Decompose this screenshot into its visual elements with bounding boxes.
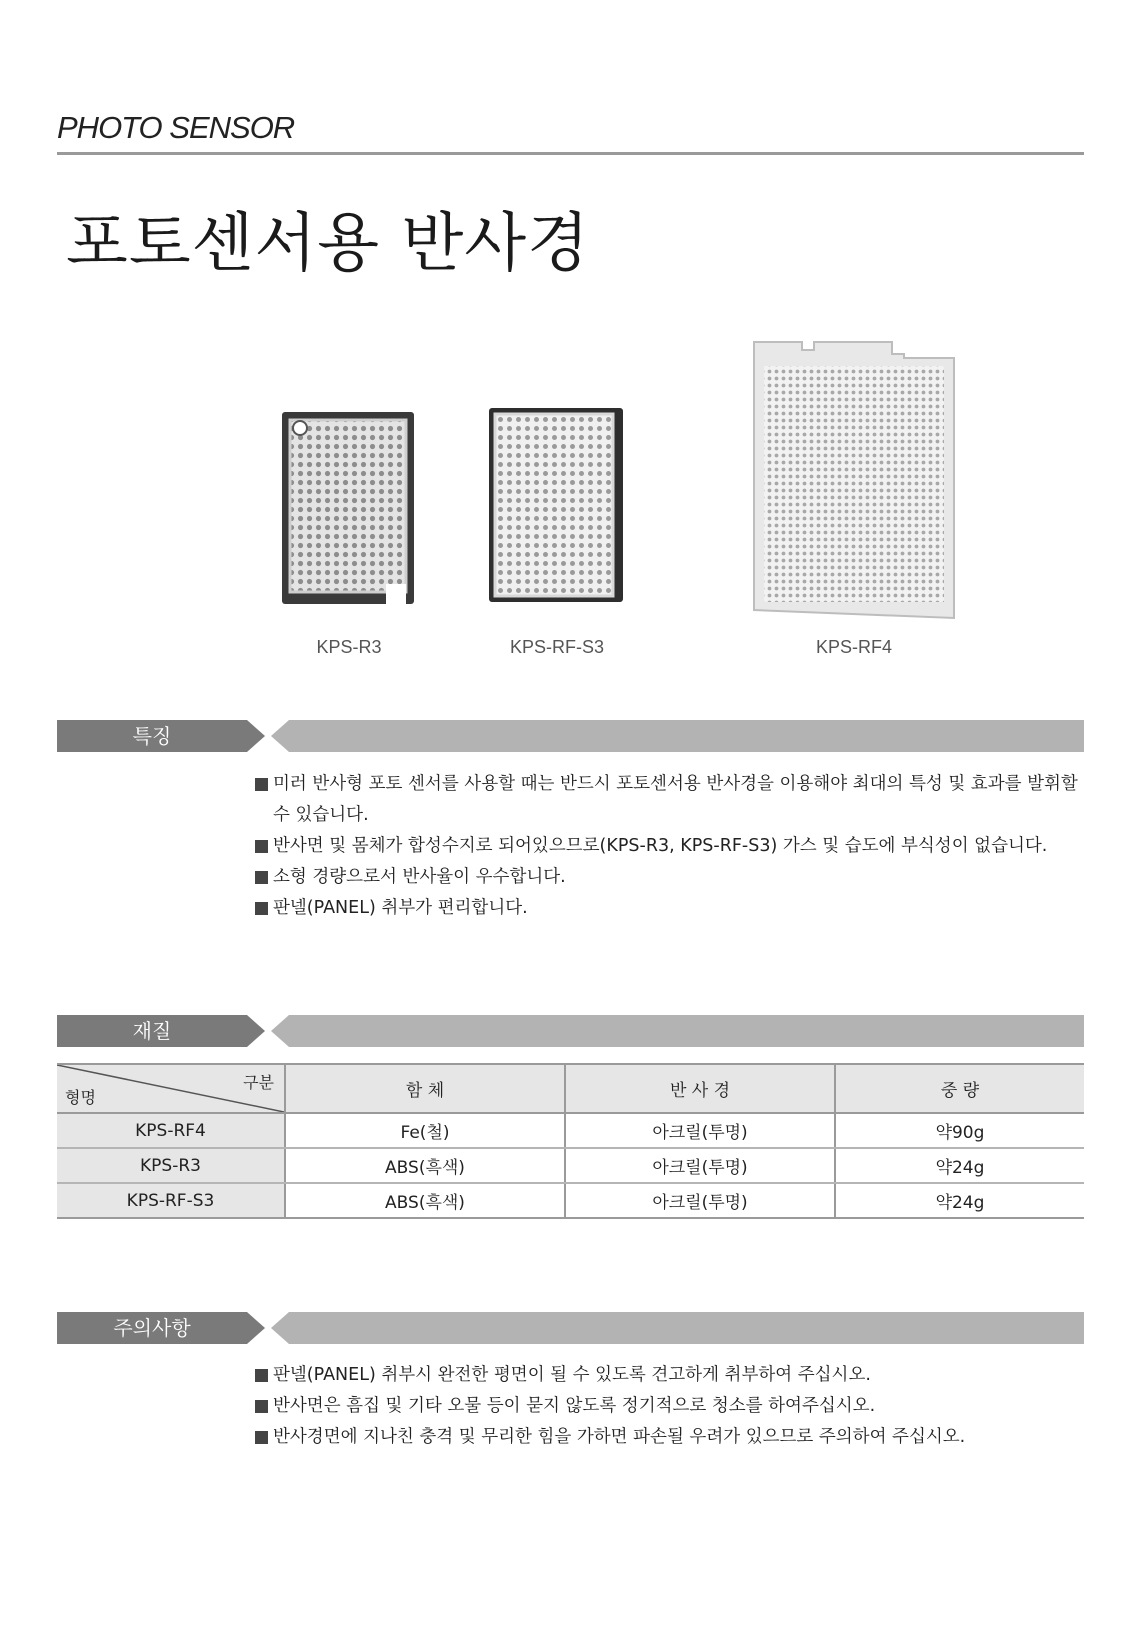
cell-reflector: 아크릴(투명)	[565, 1183, 835, 1218]
table-row	[57, 1183, 1084, 1218]
table-header-row	[57, 1064, 1084, 1113]
features-list	[255, 769, 1085, 924]
materials-heading: 재질	[132, 1019, 172, 1043]
cautions-section-bar	[57, 1312, 1084, 1344]
cell-body: ABS(흑색)	[285, 1183, 565, 1218]
materials-section-bar	[57, 1015, 1084, 1047]
cell-weight: 약24g	[835, 1183, 1084, 1218]
header-category: PHOTO SENSOR	[57, 110, 295, 145]
product-label-kps-rf-s3: KPS-RF-S3	[509, 637, 605, 657]
corner-category-label: 구분	[243, 1073, 274, 1092]
corner-model-label: 형명	[65, 1088, 96, 1107]
list-item: 반사면 및 몸체가 합성수지로 되어있으므로(KPS-R3, KPS-RF-S3) 가스 및 습도에 부식성이 없습니다.	[255, 831, 1085, 862]
list-item: 판넬(PANEL) 취부시 완전한 평면이 될 수 있도록 견고하게 취부하여 주십시오.	[255, 1360, 1085, 1391]
cell-model: KPS-RF4	[57, 1113, 285, 1148]
product-image-kps-rf-s3	[487, 406, 627, 606]
column-header-weight: 중 량	[835, 1064, 1084, 1113]
list-item: 소형 경량으로서 반사율이 우수합니다.	[255, 862, 1085, 893]
cell-model: KPS-RF-S3	[57, 1183, 285, 1218]
table-corner-cell	[57, 1064, 285, 1113]
cell-reflector: 아크릴(투명)	[565, 1113, 835, 1148]
cell-model: KPS-R3	[57, 1148, 285, 1183]
table-row	[57, 1148, 1084, 1183]
cell-weight: 약24g	[835, 1148, 1084, 1183]
product-label-kps-r3: KPS-R3	[316, 637, 382, 657]
cell-reflector: 아크릴(투명)	[565, 1148, 835, 1183]
table-row	[57, 1113, 1084, 1148]
features-heading: 특징	[132, 724, 172, 748]
materials-table	[57, 1063, 1084, 1219]
header-divider	[57, 152, 1084, 155]
column-header-reflector: 반 사 경	[565, 1064, 835, 1113]
cell-body: Fe(철)	[285, 1113, 565, 1148]
cell-body: ABS(흑색)	[285, 1148, 565, 1183]
cautions-heading: 주의사항	[113, 1316, 191, 1340]
list-item: 반사경면에 지나친 충격 및 무리한 힘을 가하면 파손될 우려가 있으므로 주의하여 주십시오.	[255, 1422, 1085, 1453]
column-header-body: 함 체	[285, 1064, 565, 1113]
list-item: 판넬(PANEL) 취부가 편리합니다.	[255, 893, 1085, 924]
product-label-kps-rf4: KPS-RF4	[815, 637, 893, 657]
page-title: 포토센서용 반사경	[66, 207, 590, 281]
product-image-kps-rf4	[752, 340, 956, 620]
product-image-kps-r3	[278, 406, 420, 608]
list-item: 반사면은 흠집 및 기타 오물 등이 묻지 않도록 정기적으로 청소를 하여주십시오.	[255, 1391, 1085, 1422]
cautions-list	[255, 1360, 1085, 1453]
features-section-bar	[57, 720, 1084, 752]
list-item: 미러 반사형 포토 센서를 사용할 때는 반드시 포토센서용 반사경을 이용해야 최대의 특성 및 효과를 발휘할 수 있습니다.	[255, 769, 1085, 831]
cell-weight: 약90g	[835, 1113, 1084, 1148]
